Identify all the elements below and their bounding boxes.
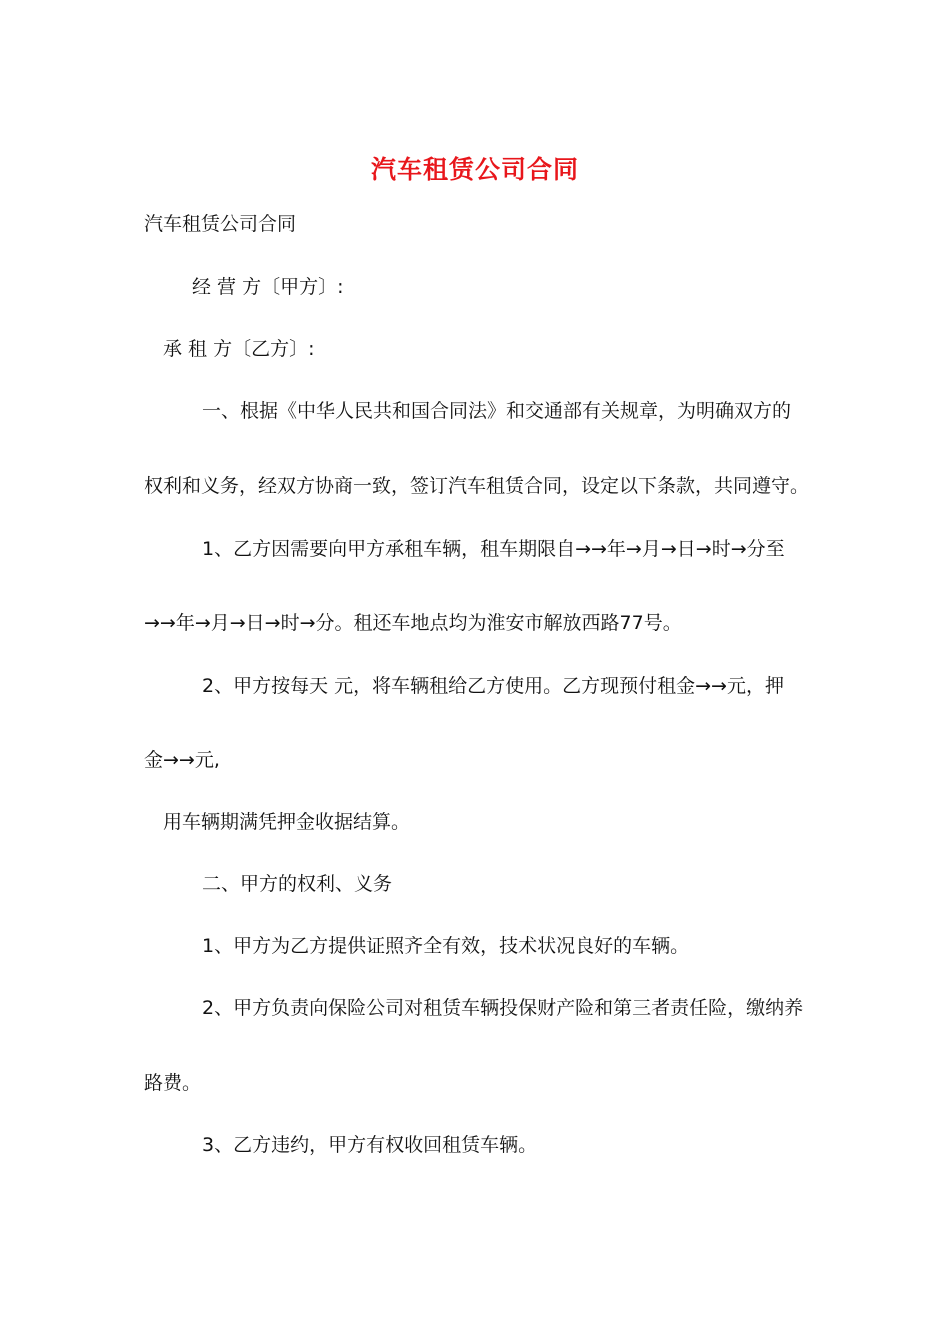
section-two-item-2-line-2: 路费。 xyxy=(144,1072,202,1094)
section-two-item-1: 1、甲方为乙方提供证照齐全有效，技术状况良好的车辆。 xyxy=(202,935,690,957)
section-two-heading: 二、甲方的权利、义务 xyxy=(202,873,393,895)
clause-one-line-1: 一、根据《中华人民共和国合同法》和交通部有关规章，为明确双方的 xyxy=(202,400,792,422)
party-a-line: 经 营 方〔甲方〕: xyxy=(192,276,344,298)
subtitle-line: 汽车租赁公司合同 xyxy=(144,213,297,235)
item-2-line-2: 金→→元, xyxy=(144,749,220,771)
clause-one-line-2: 权利和义务，经双方协商一致，签订汽车租赁合同，设定以下条款，共同遵守。 xyxy=(144,475,810,497)
item-2-line-3: 用车辆期满凭押金收据结算。 xyxy=(163,811,411,833)
document-title: 汽车租赁公司合同 xyxy=(370,155,579,184)
section-two-item-2-line-1: 2、甲方负责向保险公司对租赁车辆投保财产险和第三者责任险，缴纳养 xyxy=(202,997,804,1019)
party-b-line: 承 租 方〔乙方〕: xyxy=(163,338,315,360)
item-2-line-1: 2、甲方按每天 元，将车辆租给乙方使用。乙方现预付租金→→元，押 xyxy=(202,675,784,697)
item-1-line-1: 1、乙方因需要向甲方承租车辆，租车期限自→→年→月→日→时→分至 xyxy=(202,538,785,560)
section-two-item-3: 3、乙方违约，甲方有权收回租赁车辆。 xyxy=(202,1134,538,1156)
item-1-line-2: →→年→月→日→时→分。租还车地点均为淮安市解放西路77号。 xyxy=(144,612,682,634)
